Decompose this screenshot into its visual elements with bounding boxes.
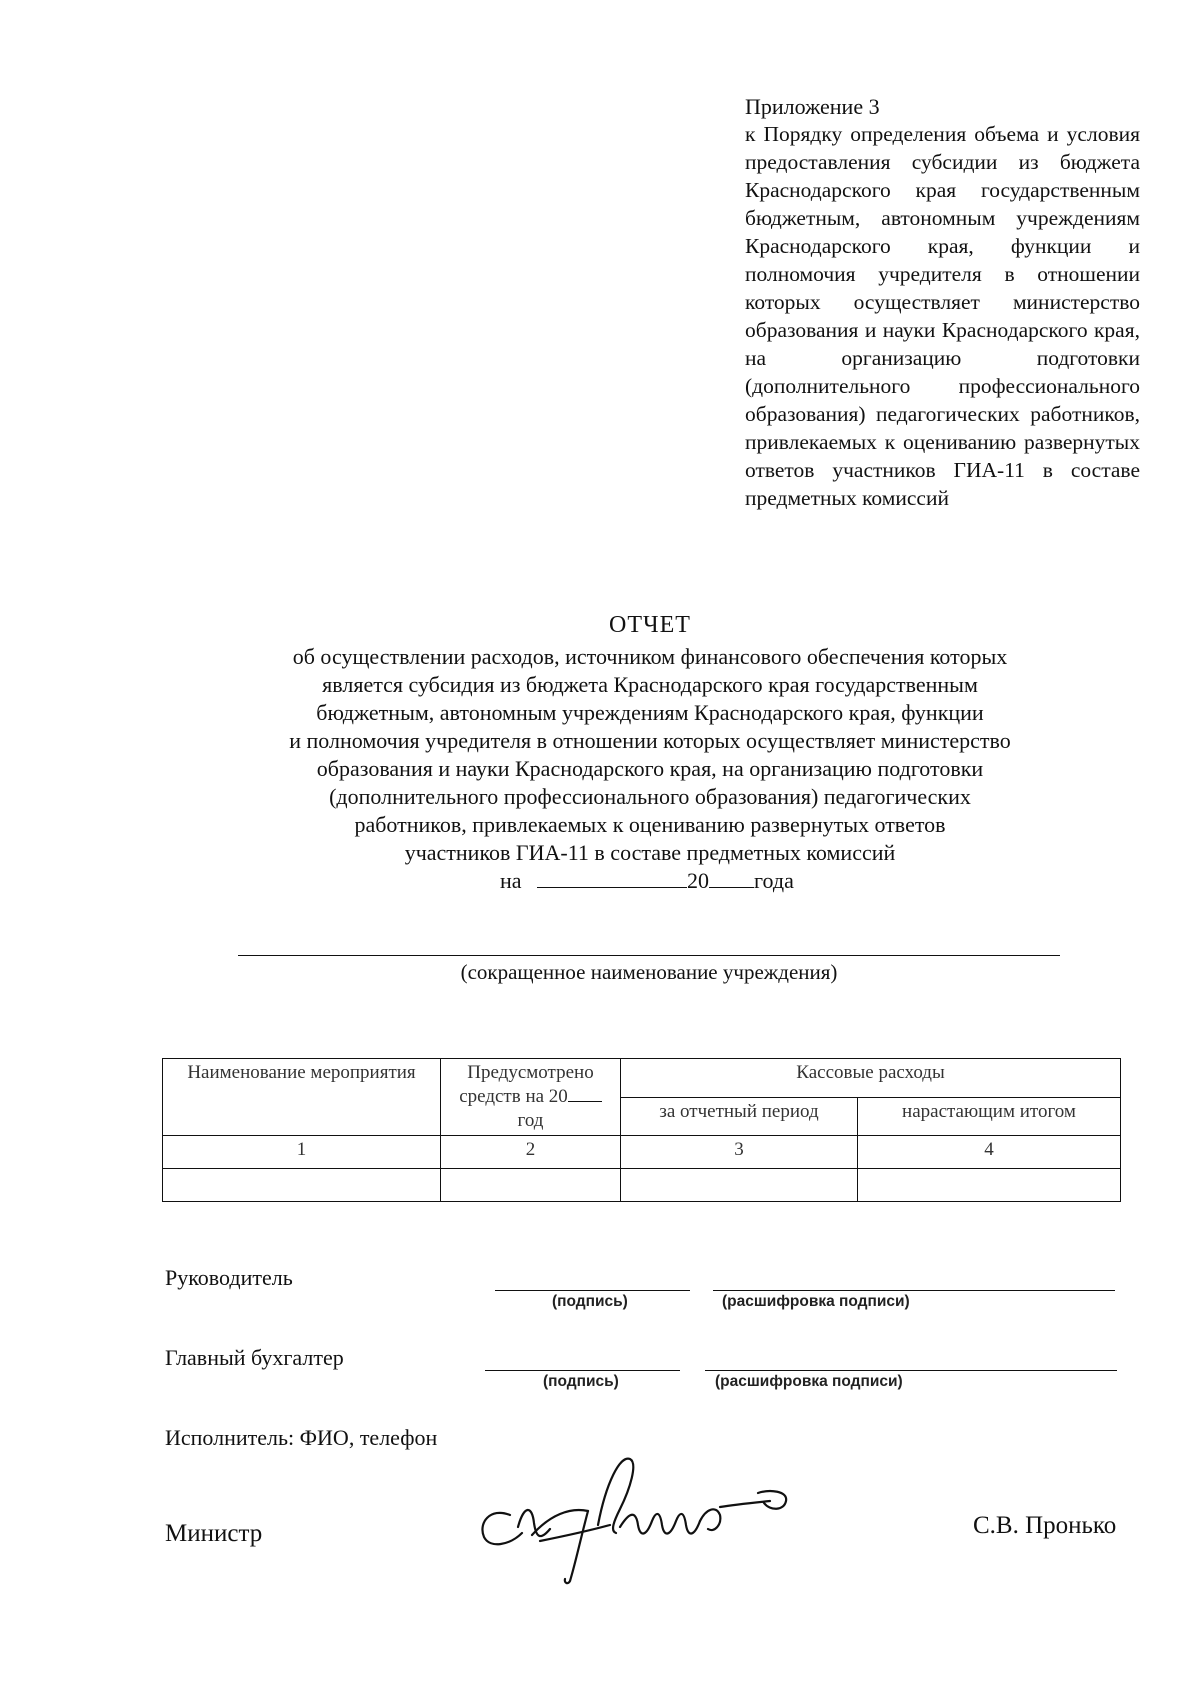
minister-label: Министр (165, 1520, 263, 1547)
report-date-line (500, 868, 794, 894)
executor-label: Исполнитель: ФИО, телефон (165, 1425, 438, 1450)
appendix-text: к Порядку определения объема и условия предоставления субсидии из бюджета Краснодарского края государственным бюджетным, автономным учреждениям Краснодарского края, функции и полномочия учредителя в отношении которых осуществляет министерство образования и науки Краснодарского края, на организацию подготовки (дополнительного профессионального образования) педагогических работников, привлекаемых к оцениванию развернутых ответов участников ГИА-11 в составе предметных комиссий (745, 122, 1140, 510)
report-title: ОТЧЕТ (609, 612, 691, 638)
expenses-table (162, 1058, 1121, 1202)
signature-caption: (подпись) (552, 1293, 628, 1310)
minister-name: С.В. Пронько (973, 1512, 1117, 1539)
date-blank[interactable] (537, 869, 687, 888)
header-planned-funds-year: год (517, 1110, 544, 1131)
accountant-signature-line[interactable] (485, 1370, 680, 1371)
report-line: образования и науки Краснодарского края, на организацию подготовки (316, 756, 984, 781)
table-row (163, 1136, 1121, 1169)
decode-caption: (расшифровка подписи) (715, 1373, 903, 1390)
table-cell[interactable] (621, 1169, 858, 1202)
report-line: (дополнительного профессионального образования) педагогических (329, 784, 971, 809)
header-event-name: Наименование мероприятия (163, 1059, 441, 1136)
handwritten-signature (470, 1445, 830, 1585)
accountant-label: Главный бухгалтер (165, 1345, 344, 1370)
appendix-title: Приложение 3 (745, 94, 880, 119)
header-planned-funds (441, 1059, 621, 1136)
header-planned-funds-text: Предусмотрено средств на 20 (459, 1062, 594, 1107)
institution-caption: (сокращенное наименование учреждения) (460, 960, 838, 984)
head-label: Руководитель (165, 1265, 293, 1290)
report-line: участников ГИА-11 в составе предметных комиссий (404, 840, 896, 865)
header-reporting-period: за отчетный период (621, 1097, 858, 1136)
institution-name-line[interactable] (238, 955, 1060, 956)
table-cell[interactable] (858, 1169, 1121, 1202)
head-name-line[interactable] (713, 1290, 1115, 1291)
accountant-name-line[interactable] (705, 1370, 1117, 1371)
table-row (163, 1169, 1121, 1202)
date-year-prefix: 20 (687, 868, 710, 893)
report-line: бюджетным, автономным учреждениям Краснодарского края, функции (316, 700, 984, 725)
year-blank[interactable] (709, 869, 754, 888)
report-subtitle (230, 643, 1070, 867)
report-line: и полномочия учредителя в отношении которых осуществляет министерство (289, 728, 1011, 753)
signature-caption: (подпись) (543, 1373, 619, 1390)
column-number: 4 (858, 1136, 1121, 1169)
year-blank[interactable] (568, 1087, 602, 1102)
table-cell[interactable] (163, 1169, 441, 1202)
column-number: 1 (163, 1136, 441, 1169)
decode-caption: (расшифровка подписи) (722, 1293, 910, 1310)
table-cell[interactable] (441, 1169, 621, 1202)
column-number: 3 (621, 1136, 858, 1169)
report-line: об осуществлении расходов, источником финансового обеспечения которых (292, 644, 1008, 669)
header-cumulative: нарастающим итогом (858, 1097, 1121, 1136)
report-line: работников, привлекаемых к оцениванию развернутых ответов (354, 812, 946, 837)
head-signature-line[interactable] (495, 1290, 690, 1291)
date-suffix: года (754, 868, 794, 893)
date-prefix: на (500, 868, 522, 893)
header-cash-expenses: Кассовые расходы (621, 1059, 1121, 1098)
column-number: 2 (441, 1136, 621, 1169)
report-line: является субсидия из бюджета Краснодарского края государственным (322, 672, 978, 697)
table-header-row (163, 1059, 1121, 1098)
